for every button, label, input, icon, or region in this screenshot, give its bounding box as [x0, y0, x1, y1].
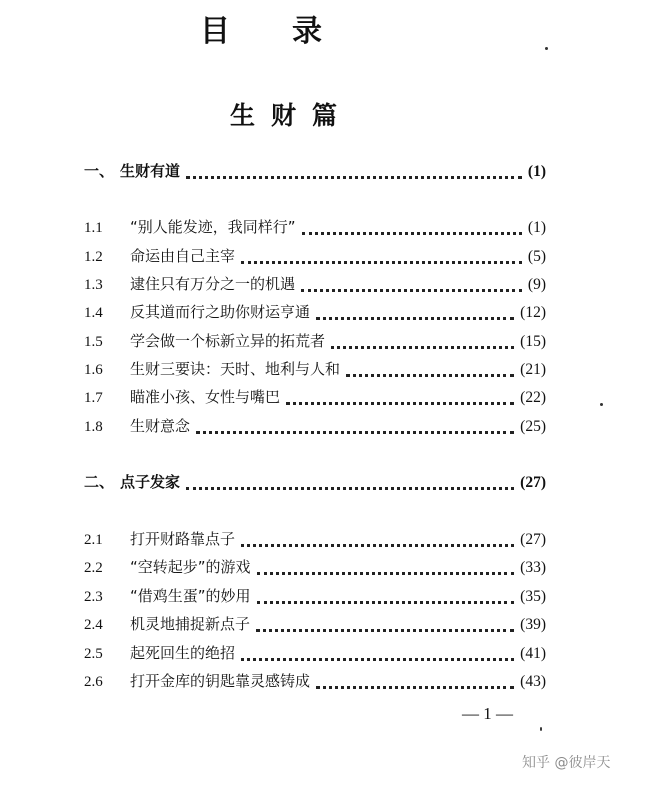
entry-number: 2.1	[84, 532, 103, 548]
entry-page: (15)	[520, 333, 546, 350]
entry-title: 命运由自己主宰	[130, 247, 236, 265]
entry-title: 反其道而行之助你财运亨通	[130, 303, 311, 321]
entry-page: (21)	[520, 361, 546, 378]
toc-entry-1-8[interactable]	[84, 415, 546, 441]
entry-page: (33)	[520, 559, 546, 576]
toc-chapter-2[interactable]	[84, 471, 546, 497]
dot-leader	[302, 231, 522, 235]
toc-entry-1-7[interactable]	[84, 386, 546, 412]
dot-leader	[186, 486, 514, 490]
entry-title: 瞄准小孩、女性与嘴巴	[130, 388, 281, 406]
dot-leader	[316, 316, 514, 320]
entry-title: 打开财路靠点子	[130, 530, 236, 548]
dot-leader	[346, 373, 514, 377]
entry-page: (25)	[520, 418, 546, 435]
chapter-title: 点子发家	[120, 473, 181, 491]
dot-leader	[286, 401, 514, 405]
entry-title: 生财三要诀：天时、地利与人和	[130, 360, 341, 378]
toc-entry-1-1[interactable]	[84, 216, 546, 242]
scan-speck	[540, 727, 542, 731]
toc-entry-1-4[interactable]	[84, 301, 546, 327]
dot-leader	[196, 430, 514, 434]
dot-leader	[241, 543, 514, 547]
entry-page: (35)	[520, 588, 546, 605]
entry-page: (12)	[520, 304, 546, 321]
entry-number: 1.6	[84, 362, 103, 378]
entry-title: 学会做一个标新立异的拓荒者	[130, 332, 326, 350]
entry-title: 起死回生的绝招	[130, 644, 236, 662]
entry-number: 1.5	[84, 334, 103, 350]
entry-number: 2.2	[84, 560, 103, 576]
scan-speck	[600, 403, 603, 406]
toc-entry-2-6[interactable]	[84, 670, 546, 696]
entry-title: 生财意念	[130, 417, 191, 435]
section-title: 生财篇	[230, 101, 354, 130]
entry-number: 1.2	[84, 249, 103, 265]
toc-entry-1-2[interactable]	[84, 245, 546, 271]
toc-chapter-1[interactable]	[84, 160, 546, 186]
entry-title: 机灵地捕捉新点子	[130, 615, 251, 633]
scan-speck	[545, 47, 548, 50]
entry-page: (41)	[520, 645, 546, 662]
toc-entry-1-5[interactable]	[84, 330, 546, 356]
chapter-number: 一、	[84, 162, 115, 180]
toc-entry-1-3[interactable]	[84, 273, 546, 299]
entry-page: (43)	[520, 673, 546, 690]
entry-number: 2.5	[84, 646, 103, 662]
entry-number: 1.4	[84, 305, 103, 321]
toc-entry-2-3[interactable]	[84, 585, 546, 611]
dot-leader	[241, 657, 514, 661]
dot-leader	[257, 571, 515, 575]
dot-leader	[256, 628, 514, 632]
chapter-page: (1)	[527, 163, 546, 180]
entry-title: 逮住只有万分之一的机遇	[130, 275, 296, 293]
chapter-number: 二、	[84, 473, 115, 491]
entry-page: (9)	[527, 276, 546, 293]
dot-leader	[316, 685, 514, 689]
entry-number: 1.3	[84, 277, 103, 293]
chapter-title: 生财有道	[120, 162, 181, 180]
chapter-page: (27)	[520, 474, 546, 491]
entry-page: (1)	[527, 219, 546, 236]
entry-page: (39)	[520, 616, 546, 633]
entry-title: “借鸡生蛋”的妙用	[130, 587, 251, 605]
page-title: 目录	[200, 14, 384, 49]
entry-number: 1.1	[84, 220, 103, 236]
toc-entry-2-1[interactable]	[84, 528, 546, 554]
entry-page: (22)	[520, 389, 546, 406]
dot-leader	[186, 175, 522, 179]
toc-entry-2-4[interactable]	[84, 613, 546, 639]
toc-entry-2-5[interactable]	[84, 642, 546, 668]
entry-number: 2.4	[84, 617, 103, 633]
page-number: — 1 —	[462, 704, 513, 723]
toc-entry-1-6[interactable]	[84, 358, 546, 384]
toc-entry-2-2[interactable]	[84, 556, 546, 582]
entry-number: 2.6	[84, 674, 103, 690]
entry-title: “空转起步”的游戏	[130, 558, 251, 576]
dot-leader	[301, 288, 522, 292]
entry-number: 1.7	[84, 390, 103, 406]
dot-leader	[331, 345, 514, 349]
entry-number: 1.8	[84, 419, 103, 435]
dot-leader	[241, 260, 522, 264]
entry-title: “别人能发迹，我同样行”	[130, 218, 296, 236]
dot-leader	[257, 600, 515, 604]
entry-page: (5)	[527, 248, 546, 265]
entry-title: 打开金库的钥匙靠灵感铸成	[130, 672, 311, 690]
entry-page: (27)	[520, 531, 546, 548]
entry-number: 2.3	[84, 589, 103, 605]
watermark: 知乎 @彼岸天	[522, 755, 611, 771]
